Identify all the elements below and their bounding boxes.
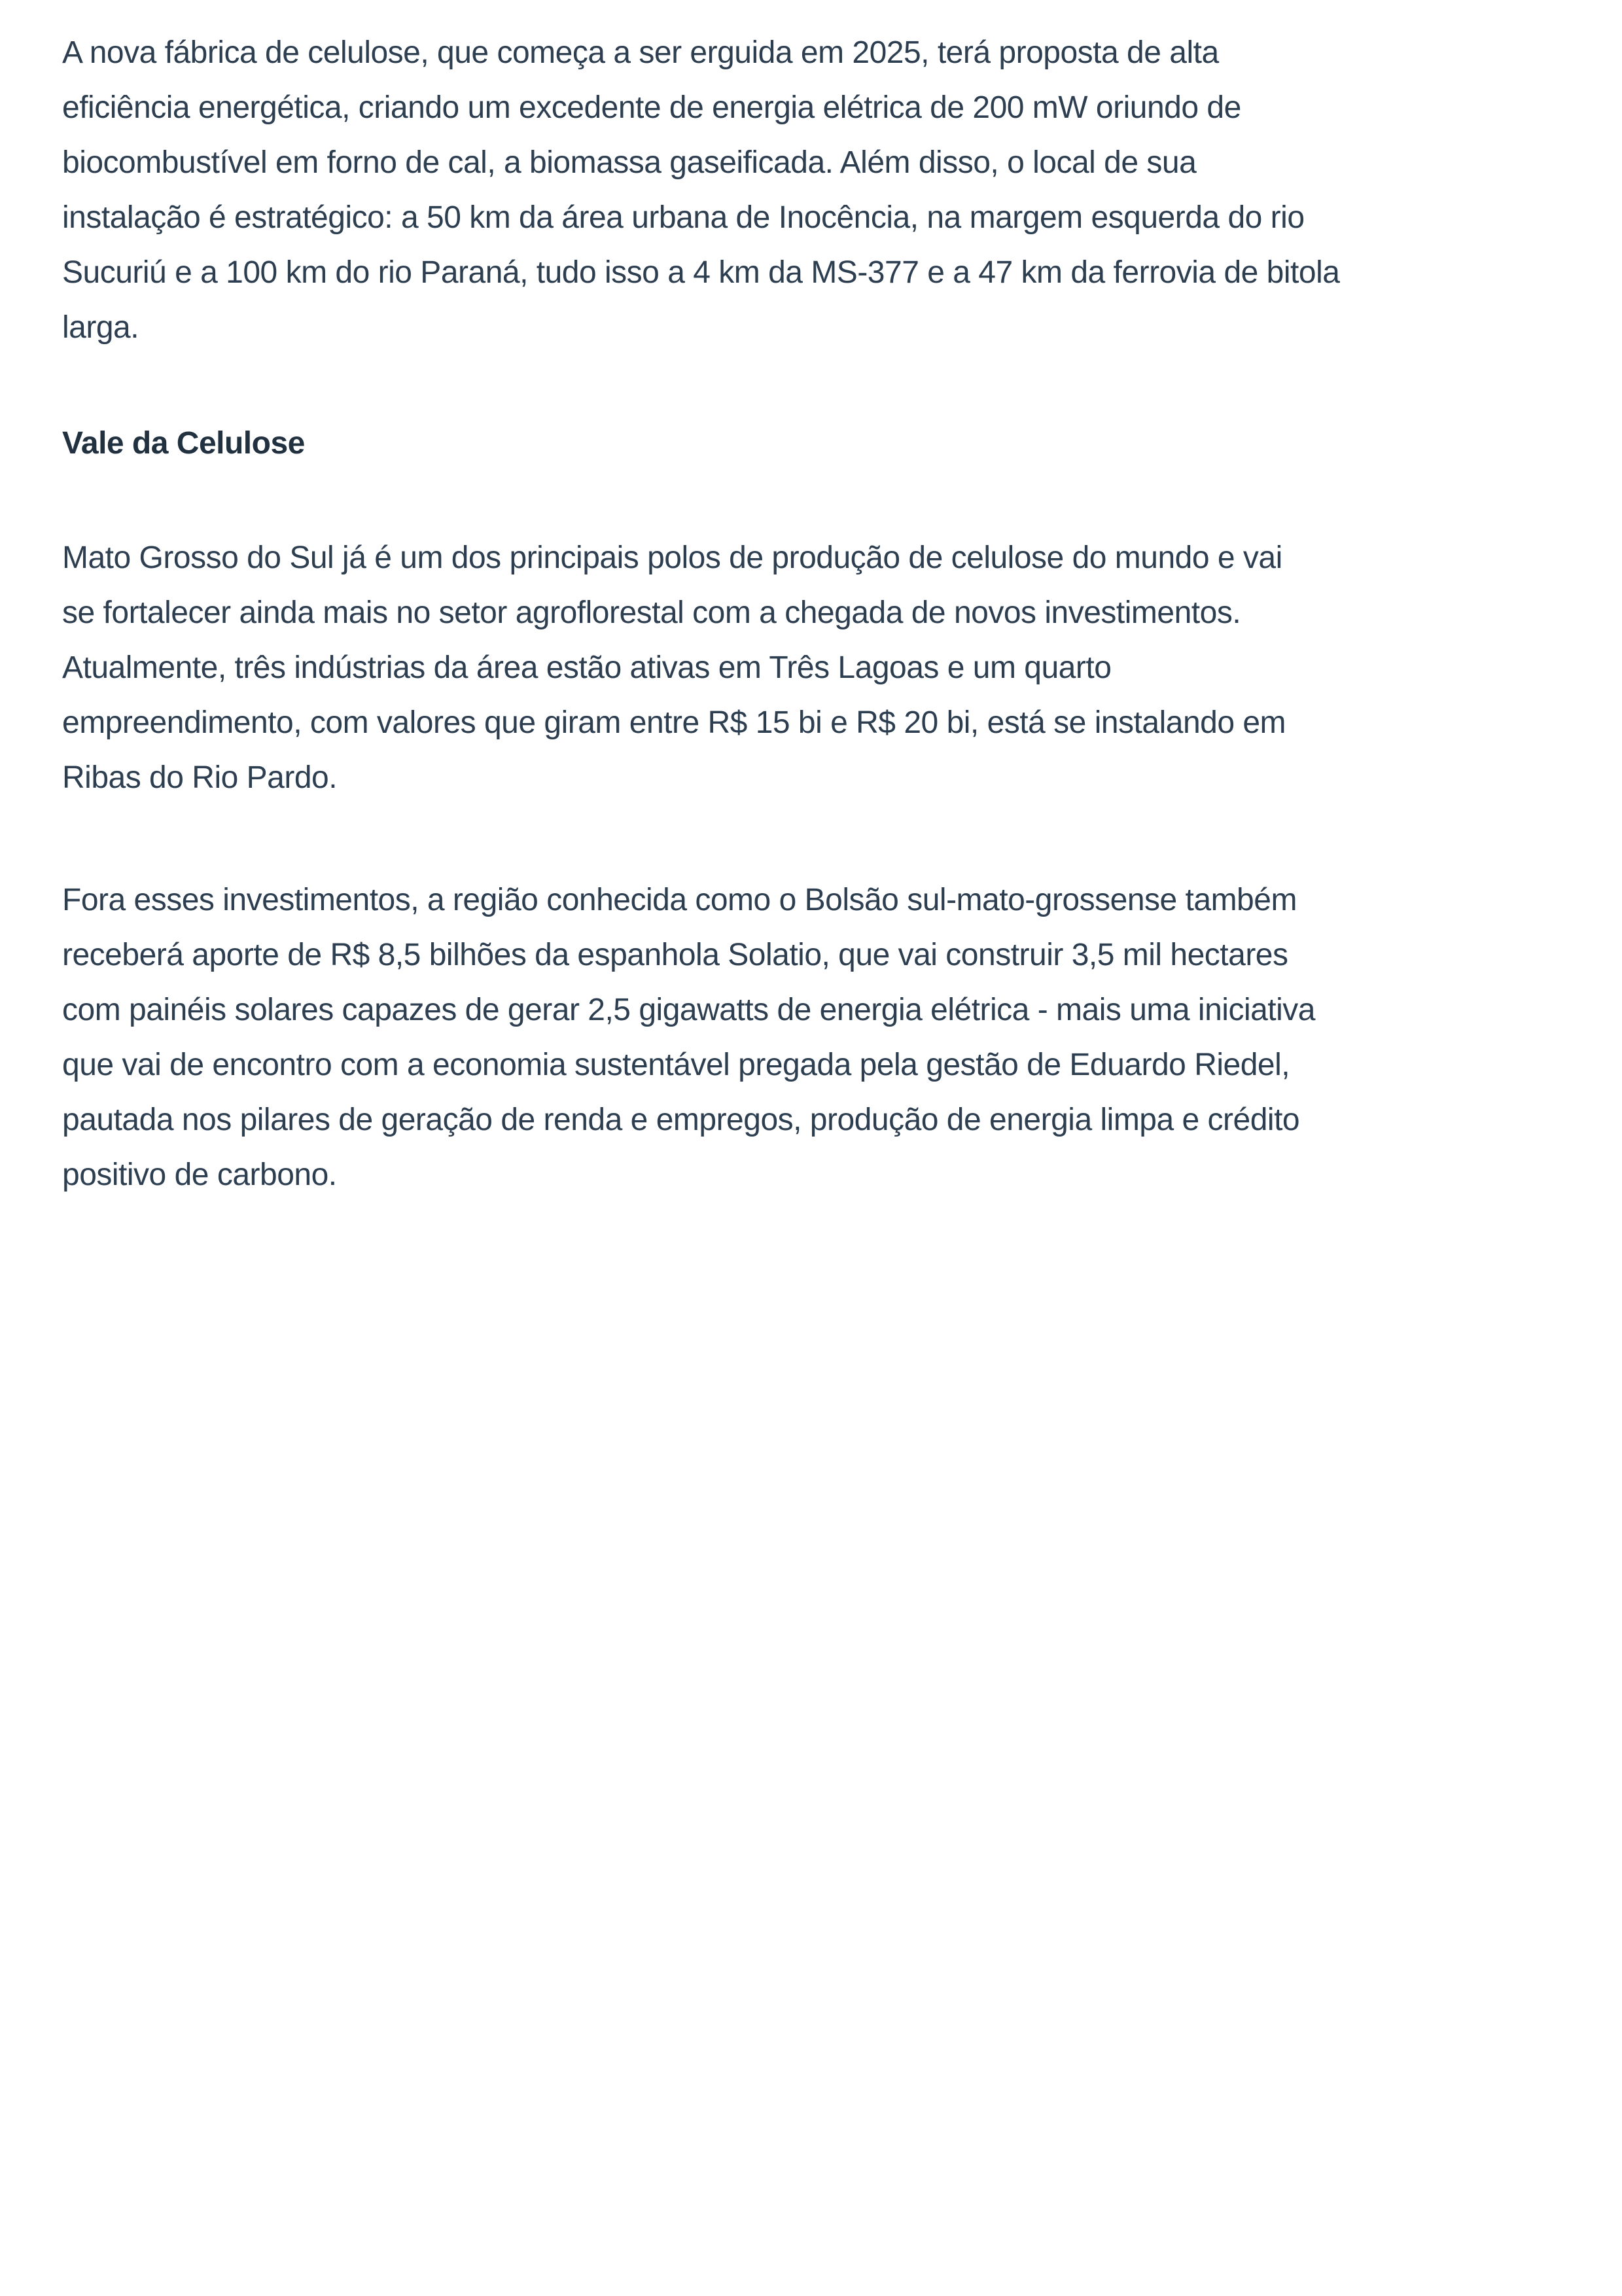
text-line: eficiência energética, criando um excedente de energia elétrica de 200 mW oriundo de (62, 90, 1241, 125)
text-line: pautada nos pilares de geração de renda e empregos, produção de energia limpa e crédito (62, 1103, 1300, 1137)
section-heading-vale-da-celulose: Vale da Celulose (62, 426, 305, 461)
text-line: empreendimento, com valores que giram entre R$ 15 bi e R$ 20 bi, está se instalando em (62, 705, 1286, 740)
text-line: Ribas do Rio Pardo. (62, 760, 338, 795)
text-line: Atualmente, três indústrias da área estão ativas em Três Lagoas e um quarto (62, 650, 1112, 685)
text-line: biocombustível em forno de cal, a biomassa gaseificada. Além disso, o local de sua (62, 145, 1197, 180)
text-line: larga. (62, 310, 139, 345)
text-line: que vai de encontro com a economia sustentável pregada pela gestão de Eduardo Riedel, (62, 1048, 1290, 1082)
text-line: positivo de carbono. (62, 1157, 337, 1192)
text-line: instalação é estratégico: a 50 km da área urbana de Inocência, na margem esquerda do rio (62, 200, 1305, 235)
paragraph-factory-details (62, 26, 1339, 355)
text-line: com painéis solares capazes de gerar 2,5 gigawatts de energia elétrica - mais uma iniciativa (62, 993, 1315, 1027)
text-line: se fortalecer ainda mais no setor agroflorestal com a chegada de novos investimentos. (62, 595, 1241, 630)
text-line: Fora esses investimentos, a região conhecida como o Bolsão sul-mato-grossense também (62, 883, 1297, 917)
text-line: Mato Grosso do Sul já é um dos principais polos de produção de celulose do mundo e vai (62, 540, 1282, 575)
text-line: Sucuriú e a 100 km do rio Paraná, tudo isso a 4 km da MS-377 e a 47 km da ferrovia de bitola (62, 255, 1340, 290)
paragraph-cellulose-hub (62, 531, 1286, 805)
text-line: receberá aporte de R$ 8,5 bilhões da espanhola Solatio, que vai construir 3,5 mil hectares (62, 938, 1288, 972)
paragraph-solar-investments (62, 873, 1315, 1203)
text-line: A nova fábrica de celulose, que começa a ser erguida em 2025, terá proposta de alta (62, 35, 1219, 70)
